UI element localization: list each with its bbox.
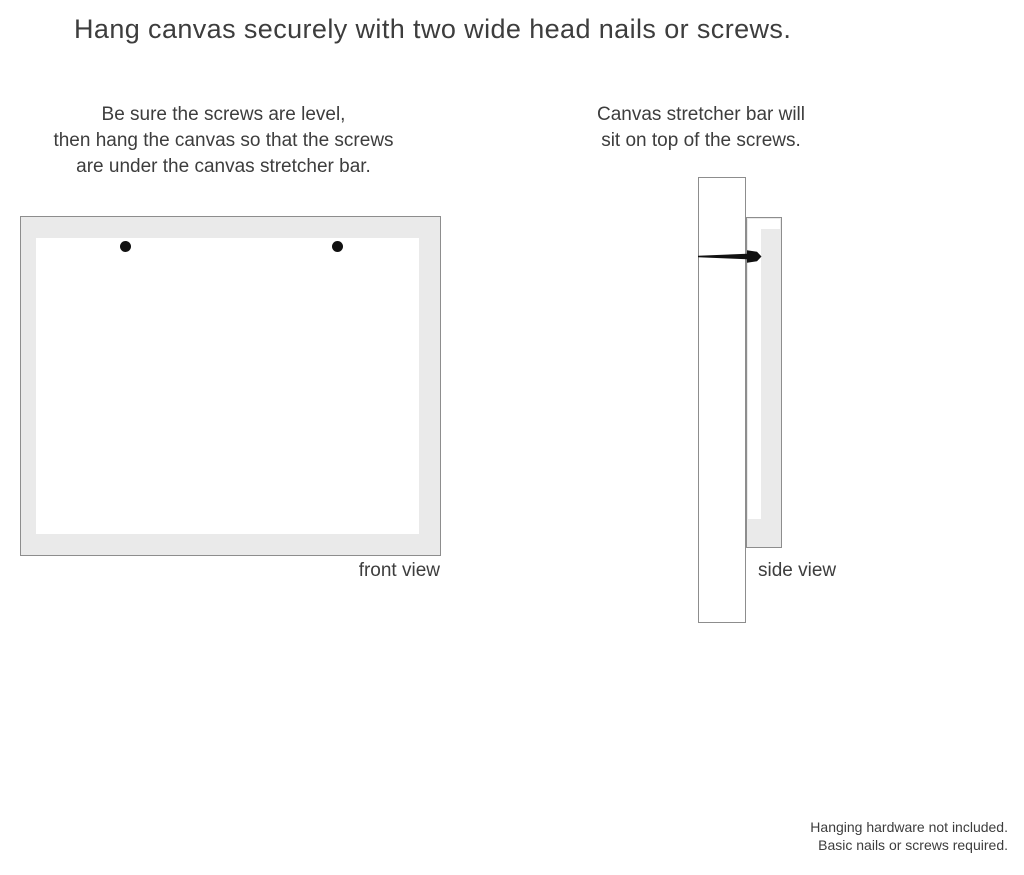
page-title: Hang canvas securely with two wide head nails or screws. (74, 14, 792, 44)
side-view-label: side view (758, 560, 837, 581)
side-view-instruction (551, 102, 851, 154)
instruction-line: Be sure the screws are level, (101, 104, 346, 125)
nail-side-icon (690, 244, 770, 268)
canvas-front-view (20, 216, 441, 556)
disclaimer-line: Basic nails or screws required. (818, 837, 1008, 853)
canvas-side-top-highlight (748, 219, 780, 229)
front-view-label: front view (358, 560, 440, 581)
instruction-line: sit on top of the screws. (601, 130, 801, 151)
disclaimer-line: Hanging hardware not included. (810, 819, 1008, 835)
instruction-line: are under the canvas stretcher bar. (76, 156, 371, 177)
canvas-front-inner-face (36, 238, 419, 534)
nail-head-right-icon (332, 241, 343, 252)
hardware-disclaimer (810, 818, 1008, 854)
instruction-line: Canvas stretcher bar will (596, 104, 806, 125)
instruction-line: then hang the canvas so that the screws (53, 130, 394, 151)
nail-head-left-icon (120, 241, 131, 252)
canvas-side-left-highlight (748, 229, 761, 519)
front-view-instruction (20, 102, 427, 180)
